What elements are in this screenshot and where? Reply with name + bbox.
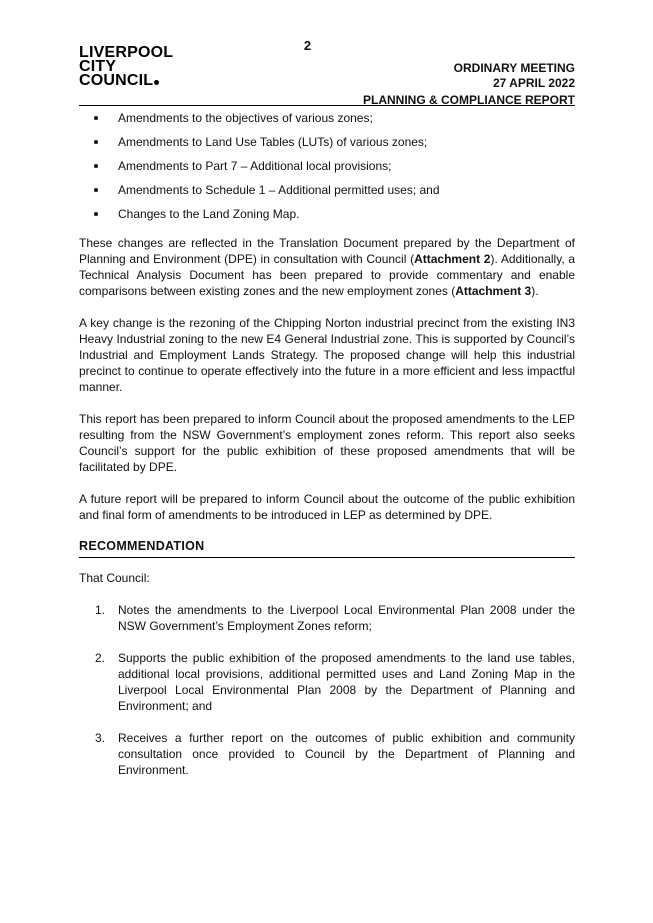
- list-item: [79, 110, 575, 134]
- page-number: 2: [303, 38, 312, 53]
- logo-line-3-text: COUNCIL: [79, 72, 154, 89]
- meeting-header: [363, 61, 575, 108]
- attachment-3-ref: Attachment 3: [455, 284, 532, 298]
- header-divider: [79, 105, 575, 106]
- item-number: 3.: [95, 731, 106, 745]
- list-item: [79, 650, 575, 714]
- list-item-text: Amendments to Land Use Tables (LUTs) of various zones;: [118, 135, 428, 149]
- paragraph-translation-document: [79, 235, 575, 299]
- bullet-icon: [94, 140, 98, 144]
- list-item: [79, 602, 575, 634]
- council-logo: [79, 46, 173, 88]
- list-item: [79, 206, 575, 230]
- amendments-list: [79, 110, 575, 230]
- list-item: [79, 730, 575, 778]
- para1-text-b: ). Additionally, a Technical Analysis Document has been prepared to provide commentary and enable comparisons between existing zones and the new employment zones (: [79, 252, 576, 298]
- paragraph-future-report: A future report will be prepared to inform Council about the outcome of the public exhibition and final form of amendments to be introduced in LEP as determined by DPE.: [79, 492, 575, 522]
- bullet-icon: [94, 188, 98, 192]
- recommendation-intro: That Council:: [79, 571, 150, 585]
- paragraph-key-change: A key change is the rezoning of the Chipping Norton industrial precinct from the existing IN3 Heavy Industrial zoning to the new E4 General Industrial zone. This is supported by Council’s Industrial and Employment Lands Strategy. The proposed change will help this industrial precinct to continue to operate effectively into the future in a more efficient and less impactful manner.: [79, 316, 575, 394]
- item-text: Notes the amendments to the Liverpool Local Environmental Plan 2008 under the NSW Government’s Employment Zones reform;: [118, 603, 575, 633]
- list-item-text: Amendments to the objectives of various zones;: [118, 111, 373, 125]
- logo-line-3: [79, 74, 173, 88]
- bullet-icon: [94, 212, 98, 216]
- list-item: [79, 158, 575, 182]
- item-text: Receives a further report on the outcomes of public exhibition and community consultation once provided to Council by the Department of Planning and Environment.: [118, 731, 575, 777]
- para1-text-c: ).: [531, 284, 539, 298]
- para1-text-a: These changes are reflected in the Translation Document prepared by the Department of Planning and Environment (DPE) in consultation with Council (: [79, 236, 575, 266]
- list-item-text: Changes to the Land Zoning Map.: [118, 207, 300, 221]
- item-number: 1.: [95, 603, 106, 617]
- attachment-2-ref: Attachment 2: [414, 252, 491, 266]
- list-item-text: Amendments to Part 7 – Additional local provisions;: [118, 159, 392, 173]
- list-item: [79, 182, 575, 206]
- document-body: [79, 110, 575, 778]
- item-number: 2.: [95, 651, 106, 665]
- meeting-date: 27 APRIL 2022: [492, 76, 575, 90]
- recommendation-list: [79, 602, 575, 778]
- logo-line-2: CITY: [79, 58, 117, 75]
- report-name: PLANNING & COMPLIANCE REPORT: [362, 93, 575, 107]
- logo-dot-icon: [154, 80, 159, 85]
- logo-line-1: LIVERPOOL: [79, 44, 174, 61]
- bullet-icon: [94, 164, 98, 168]
- paragraph-report-purpose: This report has been prepared to inform Council about the proposed amendments to the LEP resulting from the NSW Government’s employment zones reform. This report also seeks Council’s support for the public exhibition of these proposed amendments that will be facilitated by DPE.: [79, 412, 575, 474]
- recommendation-heading: RECOMMENDATION: [79, 538, 575, 558]
- item-text: Supports the public exhibition of the proposed amendments to the land use tables, additional local provisions, additional permitted uses and Land Zoning Map in the Liverpool Local Environmental Plan 2008 by the Department of Planning and Environment; and: [118, 651, 575, 713]
- meeting-type: ORDINARY MEETING: [453, 61, 575, 75]
- list-item-text: Amendments to Schedule 1 – Additional permitted uses; and: [118, 183, 440, 197]
- list-item: [79, 134, 575, 158]
- bullet-icon: [94, 116, 98, 120]
